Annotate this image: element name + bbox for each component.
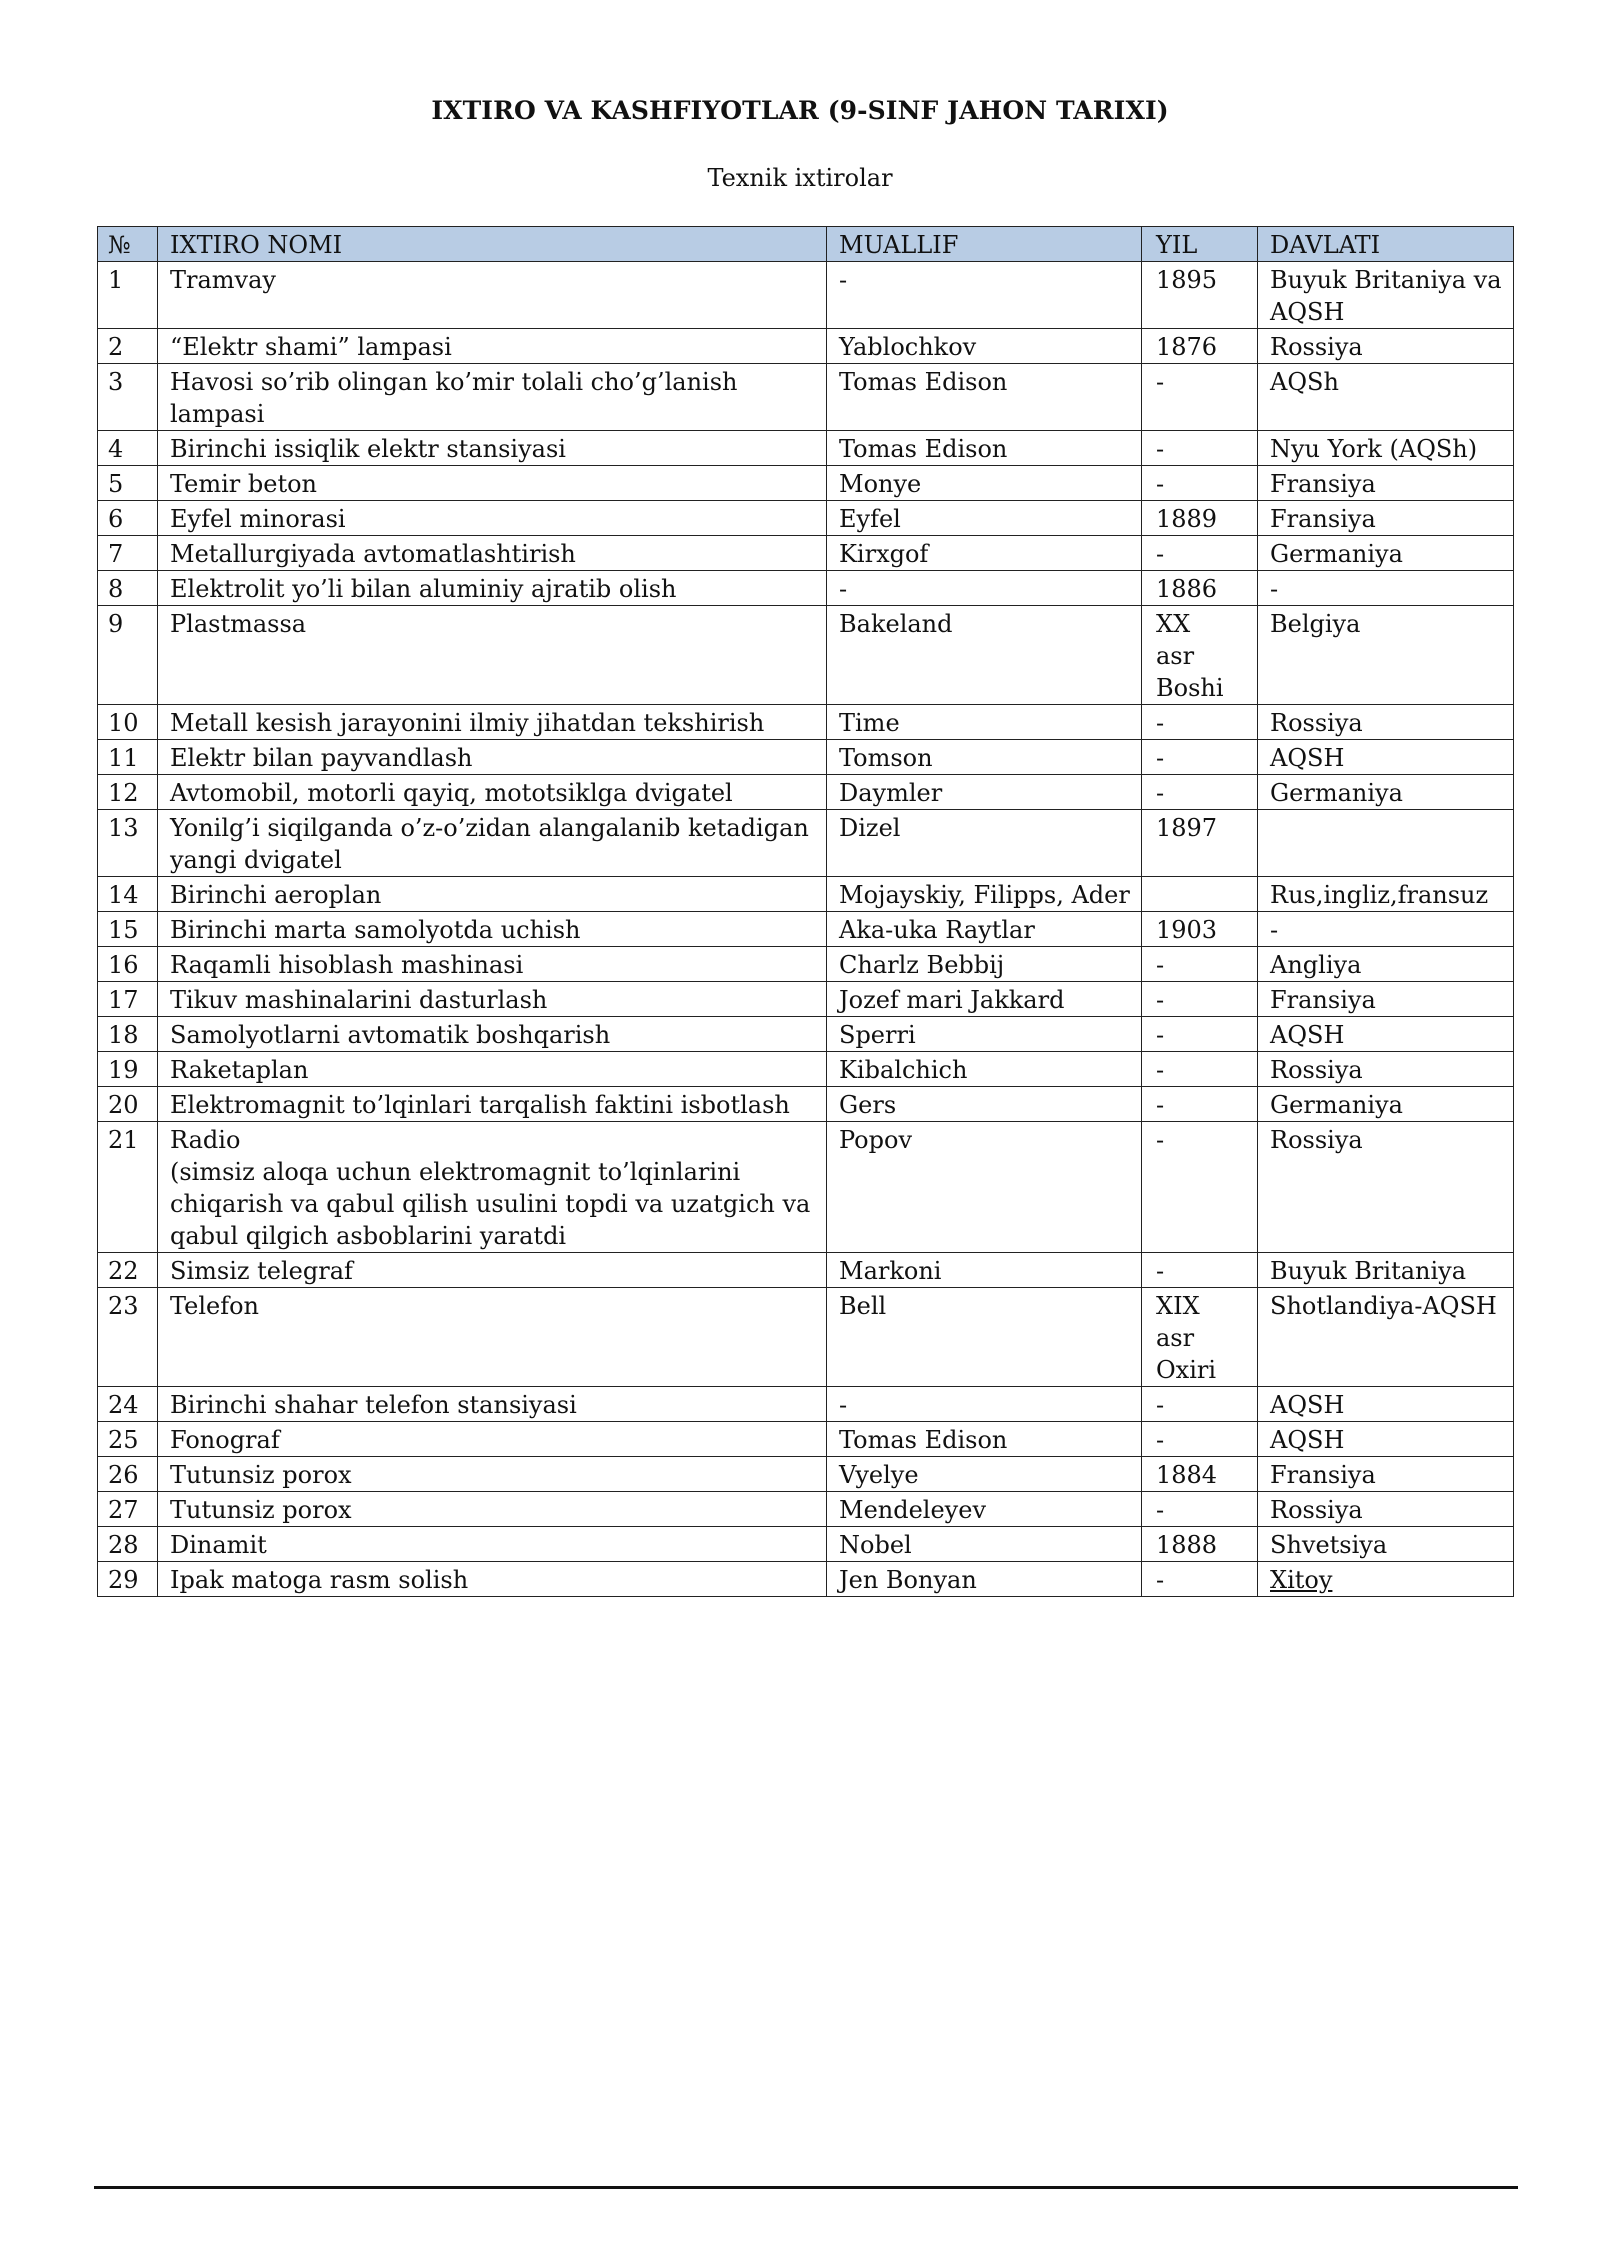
cell-author: Sperri bbox=[827, 1017, 1142, 1052]
table-body bbox=[98, 262, 1514, 1597]
cell-author: Tomas Edison bbox=[827, 364, 1142, 431]
cell-year: - bbox=[1142, 947, 1258, 982]
table-row bbox=[98, 571, 1514, 606]
cell-invention-name: Birinchi shahar telefon stansiyasi bbox=[158, 1387, 827, 1422]
cell-number: 1 bbox=[98, 262, 158, 329]
cell-year: XX asr Boshi bbox=[1142, 606, 1258, 705]
cell-number: 11 bbox=[98, 740, 158, 775]
cell-invention-name: Samolyotlarni avtomatik boshqarish bbox=[158, 1017, 827, 1052]
cell-number: 24 bbox=[98, 1387, 158, 1422]
cell-country: Germaniya bbox=[1258, 775, 1514, 810]
cell-number: 22 bbox=[98, 1253, 158, 1288]
cell-invention-name: Raqamli hisoblash mashinasi bbox=[158, 947, 827, 982]
table-row bbox=[98, 810, 1514, 877]
cell-author: Jen Bonyan bbox=[827, 1562, 1142, 1597]
cell-number: 2 bbox=[98, 329, 158, 364]
cell-author: - bbox=[827, 262, 1142, 329]
cell-author: Popov bbox=[827, 1122, 1142, 1253]
cell-year: - bbox=[1142, 431, 1258, 466]
cell-year: - bbox=[1142, 705, 1258, 740]
table-row bbox=[98, 1052, 1514, 1087]
cell-country: Rossiya bbox=[1258, 1052, 1514, 1087]
cell-invention-name: Fonograf bbox=[158, 1422, 827, 1457]
table-row bbox=[98, 501, 1514, 536]
cell-invention-name: Tutunsiz porox bbox=[158, 1492, 827, 1527]
cell-invention-name: Metall kesish jarayonini ilmiy jihatdan tekshirish bbox=[158, 705, 827, 740]
cell-invention-name: Elektr bilan payvandlash bbox=[158, 740, 827, 775]
cell-year: 1895 bbox=[1142, 262, 1258, 329]
cell-country: Xitoy bbox=[1258, 1562, 1514, 1597]
cell-invention-name: Dinamit bbox=[158, 1527, 827, 1562]
cell-invention-name: Simsiz telegraf bbox=[158, 1253, 827, 1288]
inventions-table bbox=[97, 226, 1514, 1597]
cell-country: Fransiya bbox=[1258, 982, 1514, 1017]
cell-year: - bbox=[1142, 1122, 1258, 1253]
cell-number: 17 bbox=[98, 982, 158, 1017]
cell-invention-name: Birinchi aeroplan bbox=[158, 877, 827, 912]
cell-number: 20 bbox=[98, 1087, 158, 1122]
cell-author: Vyelye bbox=[827, 1457, 1142, 1492]
cell-country: Belgiya bbox=[1258, 606, 1514, 705]
cell-number: 9 bbox=[98, 606, 158, 705]
cell-author: Dizel bbox=[827, 810, 1142, 877]
table-row bbox=[98, 431, 1514, 466]
table-row bbox=[98, 705, 1514, 740]
cell-number: 10 bbox=[98, 705, 158, 740]
cell-year: 1889 bbox=[1142, 501, 1258, 536]
cell-author: Mendeleyev bbox=[827, 1492, 1142, 1527]
cell-country: Fransiya bbox=[1258, 466, 1514, 501]
cell-country bbox=[1258, 810, 1514, 877]
cell-invention-name: Tramvay bbox=[158, 262, 827, 329]
table-row bbox=[98, 1017, 1514, 1052]
cell-year: - bbox=[1142, 1253, 1258, 1288]
cell-country: AQSH bbox=[1258, 740, 1514, 775]
cell-author: Kibalchich bbox=[827, 1052, 1142, 1087]
cell-author: Charlz Bebbij bbox=[827, 947, 1142, 982]
column-header-author: MUALLIF bbox=[827, 227, 1142, 262]
cell-number: 21 bbox=[98, 1122, 158, 1253]
cell-author: Mojayskiy, Filipps, Ader bbox=[827, 877, 1142, 912]
table-row bbox=[98, 466, 1514, 501]
table-row bbox=[98, 1387, 1514, 1422]
table-row bbox=[98, 536, 1514, 571]
cell-invention-name: “Elektr shami” lampasi bbox=[158, 329, 827, 364]
footer-divider bbox=[94, 2186, 1518, 2189]
cell-author: - bbox=[827, 571, 1142, 606]
cell-year: 1884 bbox=[1142, 1457, 1258, 1492]
cell-invention-name: Tikuv mashinalarini dasturlash bbox=[158, 982, 827, 1017]
table-row bbox=[98, 1087, 1514, 1122]
cell-invention-name: Elektrolit yo’li bilan aluminiy ajratib olish bbox=[158, 571, 827, 606]
cell-year: 1886 bbox=[1142, 571, 1258, 606]
cell-author: Tomas Edison bbox=[827, 431, 1142, 466]
cell-invention-name: Telefon bbox=[158, 1288, 827, 1387]
cell-author: Bakeland bbox=[827, 606, 1142, 705]
cell-number: 18 bbox=[98, 1017, 158, 1052]
cell-year: 1876 bbox=[1142, 329, 1258, 364]
cell-author: Yablochkov bbox=[827, 329, 1142, 364]
cell-invention-name: Yonilg’i siqilganda o’z-o’zidan alangalanib ketadigan yangi dvigatel bbox=[158, 810, 827, 877]
cell-year: - bbox=[1142, 982, 1258, 1017]
table-row bbox=[98, 982, 1514, 1017]
cell-number: 26 bbox=[98, 1457, 158, 1492]
cell-year: - bbox=[1142, 364, 1258, 431]
table-row bbox=[98, 1422, 1514, 1457]
cell-invention-name: Elektromagnit to’lqinlari tarqalish faktini isbotlash bbox=[158, 1087, 827, 1122]
cell-year: - bbox=[1142, 1052, 1258, 1087]
cell-year: - bbox=[1142, 1422, 1258, 1457]
cell-number: 28 bbox=[98, 1527, 158, 1562]
column-header-number: № bbox=[98, 227, 158, 262]
table-row bbox=[98, 329, 1514, 364]
cell-number: 15 bbox=[98, 912, 158, 947]
cell-invention-name: Plastmassa bbox=[158, 606, 827, 705]
cell-invention-name: Birinchi issiqlik elektr stansiyasi bbox=[158, 431, 827, 466]
cell-invention-name: Eyfel minorasi bbox=[158, 501, 827, 536]
table-row bbox=[98, 877, 1514, 912]
cell-number: 14 bbox=[98, 877, 158, 912]
table-row bbox=[98, 775, 1514, 810]
cell-number: 27 bbox=[98, 1492, 158, 1527]
cell-country: Rossiya bbox=[1258, 705, 1514, 740]
cell-invention-name: Birinchi marta samolyotda uchish bbox=[158, 912, 827, 947]
column-header-year: YIL bbox=[1142, 227, 1258, 262]
cell-number: 12 bbox=[98, 775, 158, 810]
cell-country: Buyuk Britaniya bbox=[1258, 1253, 1514, 1288]
cell-author: - bbox=[827, 1387, 1142, 1422]
cell-number: 13 bbox=[98, 810, 158, 877]
cell-invention-name: Avtomobil, motorli qayiq, mototsiklga dvigatel bbox=[158, 775, 827, 810]
cell-country: - bbox=[1258, 912, 1514, 947]
cell-invention-name: Ipak matoga rasm solish bbox=[158, 1562, 827, 1597]
document-title: IXTIRO VA KASHFIYOTLAR (9-SINF JAHON TARIXI) bbox=[431, 96, 1169, 125]
cell-author: Jozef mari Jakkard bbox=[827, 982, 1142, 1017]
cell-country: Shvetsiya bbox=[1258, 1527, 1514, 1562]
cell-author: Time bbox=[827, 705, 1142, 740]
cell-year: - bbox=[1142, 740, 1258, 775]
cell-country: Buyuk Britaniya va AQSH bbox=[1258, 262, 1514, 329]
table-row bbox=[98, 364, 1514, 431]
cell-country: Germaniya bbox=[1258, 536, 1514, 571]
cell-year bbox=[1142, 877, 1258, 912]
cell-invention-name: Raketaplan bbox=[158, 1052, 827, 1087]
cell-country: Rus,ingliz,fransuz bbox=[1258, 877, 1514, 912]
cell-number: 4 bbox=[98, 431, 158, 466]
cell-year: - bbox=[1142, 1087, 1258, 1122]
cell-country: AQSH bbox=[1258, 1017, 1514, 1052]
table-row bbox=[98, 1457, 1514, 1492]
cell-country: AQSH bbox=[1258, 1387, 1514, 1422]
cell-number: 29 bbox=[98, 1562, 158, 1597]
cell-year: - bbox=[1142, 1492, 1258, 1527]
cell-number: 6 bbox=[98, 501, 158, 536]
cell-author: Monye bbox=[827, 466, 1142, 501]
cell-year: 1903 bbox=[1142, 912, 1258, 947]
cell-country: AQSh bbox=[1258, 364, 1514, 431]
cell-year: 1888 bbox=[1142, 1527, 1258, 1562]
table-row bbox=[98, 1527, 1514, 1562]
cell-author: Nobel bbox=[827, 1527, 1142, 1562]
cell-country: Rossiya bbox=[1258, 1492, 1514, 1527]
cell-number: 25 bbox=[98, 1422, 158, 1457]
cell-author: Eyfel bbox=[827, 501, 1142, 536]
cell-year: XIX asr Oxiri bbox=[1142, 1288, 1258, 1387]
table-row bbox=[98, 1253, 1514, 1288]
cell-author: Kirxgof bbox=[827, 536, 1142, 571]
cell-invention-name: Tutunsiz porox bbox=[158, 1457, 827, 1492]
cell-number: 5 bbox=[98, 466, 158, 501]
cell-number: 19 bbox=[98, 1052, 158, 1087]
cell-year: - bbox=[1142, 775, 1258, 810]
cell-number: 23 bbox=[98, 1288, 158, 1387]
cell-author: Aka-uka Raytlar bbox=[827, 912, 1142, 947]
cell-country: Fransiya bbox=[1258, 1457, 1514, 1492]
column-header-invention-name: IXTIRO NOMI bbox=[158, 227, 827, 262]
cell-country: Angliya bbox=[1258, 947, 1514, 982]
cell-year: - bbox=[1142, 1387, 1258, 1422]
cell-number: 7 bbox=[98, 536, 158, 571]
cell-year: - bbox=[1142, 1017, 1258, 1052]
cell-invention-name: Radio (simsiz aloqa uchun elektromagnit to’lqinlarini chiqarish va qabul qilish usulini topdi va uzatgich va qabul qilgich asboblarini yaratdi bbox=[158, 1122, 827, 1253]
cell-author: Bell bbox=[827, 1288, 1142, 1387]
column-header-country: DAVLATI bbox=[1258, 227, 1514, 262]
cell-country: Shotlandiya-AQSH bbox=[1258, 1288, 1514, 1387]
table-row bbox=[98, 1288, 1514, 1387]
table-row bbox=[98, 912, 1514, 947]
cell-invention-name: Havosi so’rib olingan ko’mir tolali cho’g’lanish lampasi bbox=[158, 364, 827, 431]
document-subtitle: Texnik ixtirolar bbox=[707, 164, 893, 192]
cell-country: Rossiya bbox=[1258, 1122, 1514, 1253]
cell-country: Nyu York (AQSh) bbox=[1258, 431, 1514, 466]
table-row bbox=[98, 1122, 1514, 1253]
cell-invention-name: Temir beton bbox=[158, 466, 827, 501]
table-row bbox=[98, 262, 1514, 329]
cell-number: 3 bbox=[98, 364, 158, 431]
cell-invention-name: Metallurgiyada avtomatlashtirish bbox=[158, 536, 827, 571]
cell-author: Markoni bbox=[827, 1253, 1142, 1288]
table-row bbox=[98, 1562, 1514, 1597]
cell-year: 1897 bbox=[1142, 810, 1258, 877]
cell-year: - bbox=[1142, 1562, 1258, 1597]
cell-author: Daymler bbox=[827, 775, 1142, 810]
cell-country: Rossiya bbox=[1258, 329, 1514, 364]
cell-country: Germaniya bbox=[1258, 1087, 1514, 1122]
cell-number: 16 bbox=[98, 947, 158, 982]
table-row bbox=[98, 947, 1514, 982]
table-row bbox=[98, 740, 1514, 775]
cell-number: 8 bbox=[98, 571, 158, 606]
cell-country: - bbox=[1258, 571, 1514, 606]
cell-author: Tomas Edison bbox=[827, 1422, 1142, 1457]
table-row bbox=[98, 606, 1514, 705]
cell-country: Fransiya bbox=[1258, 501, 1514, 536]
cell-year: - bbox=[1142, 466, 1258, 501]
cell-year: - bbox=[1142, 536, 1258, 571]
cell-author: Tomson bbox=[827, 740, 1142, 775]
cell-author: Gers bbox=[827, 1087, 1142, 1122]
table-row bbox=[98, 1492, 1514, 1527]
cell-country: AQSH bbox=[1258, 1422, 1514, 1457]
table-header-row bbox=[98, 227, 1514, 262]
